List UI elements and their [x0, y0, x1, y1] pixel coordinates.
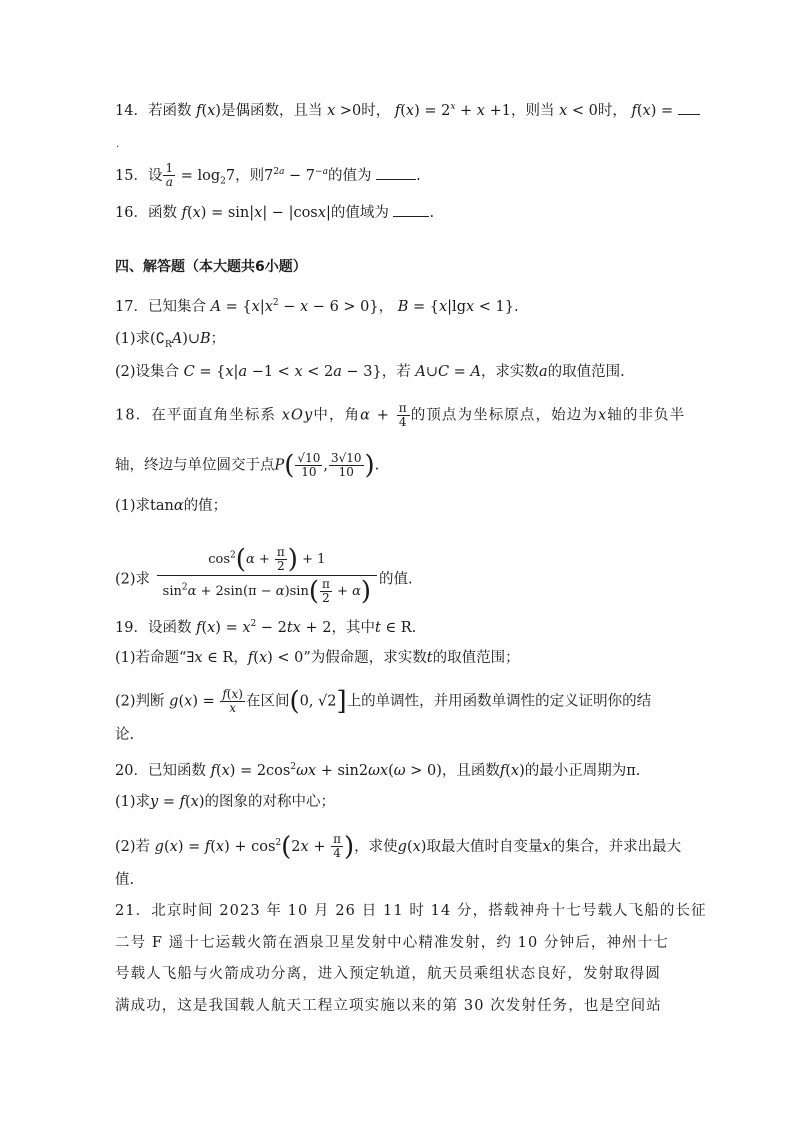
answer-blank[interactable]	[393, 202, 429, 217]
question-21-line-1: 21．北京时间 2023 年 10 月 26 日 11 时 14 分，搭载神舟十七号载人飞船的长征	[115, 903, 707, 919]
question-16: 16．函数 f(x) = sin|x| − |cosx|的值域为 .	[115, 202, 434, 223]
question-15: 15．设 $\frac{1}{a}$ = $\log_27$，则$7^{2a} - 7^{-a}$的值为 .	[115, 161, 421, 190]
question-20-part-1: (1)求y = f(x)的图象的对称中心；	[115, 794, 336, 810]
question-17-part-2: (2)设集合 C = {x|a −1 < x < 2a − 3}，若 A∪C = A，求实数a的取值范围.	[115, 364, 625, 380]
q14-text: 14．若函数	[115, 102, 192, 119]
question-14: 14．若函数 f(x)是偶函数，且当 x >0时， $f(x) = 2^x + x +1$，则当 x < 0时， f(x) =	[115, 97, 700, 121]
question-17-part-1: (1)求$(∁_RA)\cup B$；	[115, 331, 226, 350]
question-18-part-2: (2)求 $\cos^2(\alpha$ + $\frac{\pi}{2}$ ) + 1 $\sin^2\alpha + 2\sin(\pi - \alpha)\sin$( $\frac{\pi}{2}$ + α) 的值.	[115, 544, 413, 607]
question-19-continuation: 论.	[115, 727, 135, 743]
question-21-line-4: 满成功，这是我国载人航天工程立项实施以来的第 30 次发射任务，也是空间站	[115, 998, 662, 1014]
section-heading: 四、解答题（本大题共6小题）	[115, 259, 307, 275]
question-18-part-1: (1)求tanα的值；	[115, 498, 228, 514]
question-19-part-1: (1)若命题“∃x ∈ R，f(x) < 0”为假命题，求实数t的取值范围；	[115, 650, 520, 666]
answer-blank[interactable]	[376, 165, 416, 180]
q14-continuation: .	[116, 139, 120, 150]
question-18: 18．在平面直角坐标系 xOy中，角α + $\frac{\pi}{4}$ 的顶点为坐标原点，始边为x轴的非负半	[115, 401, 686, 429]
question-19: 19．设函数 $f(x) = x^2 - 2tx + 2$，其中t ∈ R.	[115, 619, 417, 636]
question-20-part-2: (2)若 $g(x) = f(x) + \cos^2(2x$ + $\frac{\pi}{4}$ )，求使g(x)取最大值时自变量x的集合，并求出最大	[115, 831, 682, 862]
answer-blank[interactable]	[678, 100, 700, 115]
question-21-line-2: 二号 F 遥十七运载火箭在酒泉卫星发射中心精准发射，约 10 分钟后，神州十七	[115, 935, 669, 951]
question-19-part-2: (2)判断 g(x) = $\frac{f(x)}{x}$ 在区间(0, √2]上的单调性，并用函数单调性的定义证明你的结	[115, 686, 652, 717]
question-17: 17．已知集合 $A = \{x|x^2 - x - 6 > 0\}$， B = {x|lgx < 1}.	[115, 298, 519, 315]
question-20-continuation: 值.	[115, 872, 135, 888]
question-18-line-2: 轴，终边与单位圆交于点P( $\frac{√10}{10}$ , $\frac{3√10}{10}$ ).	[115, 450, 380, 481]
question-20: 20．已知函数 $f(x) = 2\cos^2\omega x + \sin 2\omega x(\omega > 0)$，且函数f(x)的最小正周期为π.	[115, 762, 641, 779]
question-21-line-3: 号载人飞船与火箭成功分离，进入预定轨道，航天员乘组状态良好，发射取得圆	[115, 966, 661, 982]
